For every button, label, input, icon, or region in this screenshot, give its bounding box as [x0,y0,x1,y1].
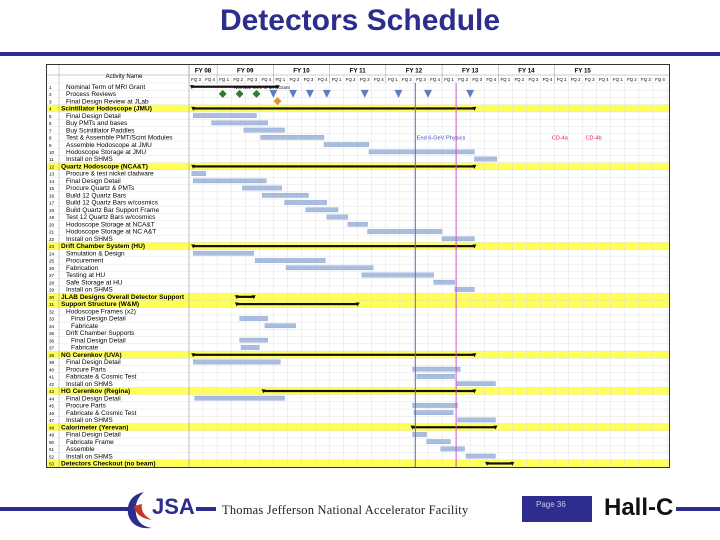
activity-name: Process Reviews [66,91,116,99]
page-title: Detectors Schedule [219,4,501,37]
task-bar [193,179,266,183]
row-id: 47 [49,418,55,424]
footer-rule-right [676,507,720,511]
activity-name: Final Design Detail [66,112,121,120]
quarter-label: FQ 3 [584,77,595,82]
summary-bar [193,107,474,109]
row-id: 39 [49,360,55,366]
activity-name: Scintillator Hodoscope (JMU) [61,105,152,113]
row-id: 17 [49,200,55,206]
quarter-label: FQ 1 [556,77,567,82]
activity-name: Procure Parts [66,402,106,410]
quarter-label: FQ 2 [345,77,356,82]
task-bar [413,432,427,436]
task-bar [286,266,373,270]
activity-name: Hodoscope Storage at JMU [66,149,147,157]
quarter-label: FQ 1 [275,77,286,82]
activity-name: Drift Chamber System (HU) [61,243,145,251]
activity-name: Calorimeter (Yerevan) [61,424,129,432]
activity-name: NG Cerenkov (UVA) [61,351,122,359]
row-id: 30 [49,294,55,300]
task-bar [455,287,475,291]
quarter-label: FQ 2 [289,77,300,82]
quarter-label: FQ 1 [219,77,230,82]
task-bar [265,324,296,328]
row-id: 12 [49,164,55,170]
quarter-label: FQ 2 [233,77,244,82]
activity-name: Test & Assemble PMT/Scint Modules [66,134,173,142]
activity-name: HG Cerenkov (Regina) [61,388,131,396]
activity-name: Safe Storage at HU [66,279,123,287]
activity-name: Final Design Detail [66,359,121,367]
row-id: 31 [49,302,55,308]
activity-name: Procure Quartz & PMTs [66,185,135,193]
task-bar [327,215,348,219]
row-id: 14 [49,178,55,184]
activity-name: Install on SHMS [66,453,113,461]
task-bar [193,113,256,117]
activity-name: Procure Parts [66,366,106,374]
quarter-label: FQ 1 [500,77,511,82]
row-id: 40 [49,367,55,373]
task-bar [262,193,308,197]
activity-name: Testing at HU [66,272,106,280]
row-id: 15 [49,186,55,192]
task-bar [456,382,495,386]
row-id: 37 [49,345,55,351]
row-id: 36 [49,338,55,344]
quarter-label: FQ 3 [641,77,651,82]
task-bar [193,360,280,364]
quarter-label: FQ 4 [655,77,665,82]
row-id: 45 [49,403,55,409]
summary-bar [413,426,496,428]
task-bar [369,150,474,154]
activity-name: JLAB Designs Overall Detector Support [61,293,185,301]
row-id: 50 [49,439,55,445]
activity-name: Detectors Checkout (no beam) [61,460,156,467]
activity-name: Nominal Term of MRI Grant [66,83,146,91]
task-bar [240,316,268,320]
activity-name: Fabricate [71,344,99,352]
quarter-label: FQ 4 [317,77,328,82]
activity-name: Fabricate & Cosmic Test [66,409,137,417]
quarter-label: FQ 4 [430,77,440,82]
task-bar [255,258,325,262]
row-id: 33 [49,316,55,322]
row-id: 10 [49,150,55,156]
row-id: 9 [49,142,52,148]
milestone-diamond [219,90,227,98]
activity-name: Final Design Review at JLab [66,98,149,106]
quarter-label: FQ 3 [247,77,258,82]
task-bar [413,367,461,371]
row-id: 23 [49,244,55,250]
activity-name: Build Quartz Bar Support Frame [66,206,160,214]
activity-name: Buy Scintillator Paddles [66,127,135,135]
row-id: 3 [49,99,52,105]
gantt-svg [47,65,669,467]
task-bar [244,128,285,132]
activity-name: Fabrication [66,264,99,272]
row-id: 7 [49,128,52,134]
milestone-triangle [466,90,474,98]
row-highlight [47,424,669,431]
row-id: 34 [49,323,55,329]
row-id: 2 [49,92,52,98]
quarter-label: FQ 3 [416,77,426,82]
activity-name: Procurement [66,257,104,265]
activity-name: Final Design Detail [66,177,121,185]
quarter-label: FQ 2 [570,77,581,82]
activity-name: Final Design Detail [66,431,121,439]
chart-annotation: CD-4a [551,135,568,142]
activity-name: Hodoscope Storage at NC A&T [66,228,157,236]
fiscal-year-label: FY 10 [293,67,310,75]
task-bar [441,447,465,451]
task-bar [193,251,253,255]
row-id: 13 [49,171,55,177]
task-bar [414,410,453,414]
summary-bar [237,303,358,305]
fiscal-year-label: FY 15 [574,67,591,75]
row-id: 5 [49,113,52,119]
quarter-label: FQ 4 [261,77,272,82]
quarter-label: FQ 4 [542,77,553,82]
task-bar [306,208,338,212]
task-bar [348,222,368,226]
row-id: 25 [49,258,55,264]
activity-name: Install on SHMS [66,417,113,425]
milestone-triangle [269,90,277,98]
task-bar [474,157,496,161]
activity-name: Test 12 Quartz Bars w/cosmics [66,214,156,222]
quarter-label: FQ 2 [458,77,469,82]
milestone-triangle [306,90,314,98]
fiscal-year-label: FY 11 [349,67,366,75]
jsa-logo [122,484,204,532]
activity-name: Simulation & Design [66,250,125,258]
summary-bar [237,296,254,298]
activity-name: Fabricate Frame [66,438,114,446]
task-bar [427,439,451,443]
quarter-label: FQ 3 [528,77,539,82]
row-id: 53 [49,461,55,467]
activity-name: Install on SHMS [66,156,113,164]
activity-name: Build 12 Quartz Bars w/cosmics [66,199,158,207]
task-bar [413,403,458,407]
row-id: 19 [49,215,55,221]
quarter-label: FQ 3 [303,77,314,82]
milestone-diamond [236,90,244,98]
logo-text: JSA [152,494,195,519]
row-id: 29 [49,287,55,293]
row-id: 32 [49,309,55,315]
activity-name: Fabricate [71,322,99,330]
activity-name: Quartz Hodoscope (NCA&T) [61,163,148,171]
milestone-triangle [424,90,432,98]
row-id: 46 [49,410,55,416]
row-id: 41 [49,374,55,380]
task-bar [466,454,496,458]
task-bar [324,142,369,146]
fiscal-year-label: FY 09 [237,67,254,75]
quarter-label: FQ 1 [444,77,454,82]
chart-annotation: Nominal Term of MRI Grant [233,84,290,90]
chart-annotation: End 6-GeV Physics [416,135,466,142]
summary-bar [264,390,475,392]
quarter-label: FQ 4 [205,77,215,82]
chart-annotation: CD-4b [585,135,602,142]
fiscal-year-label: FY 12 [405,67,423,75]
row-id: 6 [49,121,52,127]
gantt-chart [46,64,670,468]
summary-bar [193,245,474,247]
activity-name: Assemble [66,446,95,454]
row-id: 21 [49,229,55,235]
milestone-diamond [274,97,282,105]
task-bar [261,135,324,139]
row-id: 38 [49,352,55,358]
milestone-triangle [394,90,402,98]
row-id: 43 [49,389,55,395]
quarter-label: FQ 3 [191,77,201,82]
column-header: Activity Name [105,74,143,80]
task-bar [368,229,443,233]
quarter-label: FQ 1 [331,77,342,82]
quarter-label: FQ 3 [359,77,370,82]
quarter-label: FQ 2 [626,77,637,82]
row-id: 1 [49,84,52,90]
activity-name: Support Structure (W&M) [61,301,140,309]
row-id: 4 [49,106,52,112]
activity-name: Buy PMTs and bases [66,120,128,128]
row-id: 22 [49,236,55,242]
row-id: 44 [49,396,55,402]
activity-name: Hodoscope Frames (x2) [66,308,136,316]
row-id: 16 [49,193,55,199]
row-id: 35 [49,331,55,337]
task-bar [240,338,268,342]
row-id: 51 [49,447,55,453]
quarter-label: FQ 1 [612,77,623,82]
row-id: 27 [49,273,55,279]
summary-bar [193,354,474,356]
fiscal-year-label: FY 08 [194,67,212,75]
activity-name: Final Design Detail [66,395,121,403]
row-id: 49 [49,432,55,438]
row-id: 11 [49,157,54,163]
row-id: 18 [49,207,55,213]
row-id: 26 [49,265,55,271]
row-id: 24 [49,251,55,257]
activity-name: Final Design Detail [71,337,126,345]
task-bar [285,200,327,204]
row-id: 8 [49,135,52,141]
task-bar [417,374,455,378]
fiscal-year-label: FY 13 [461,67,479,75]
task-bar [195,396,285,400]
title-underline [0,52,720,56]
quarter-label: FQ 1 [387,77,398,82]
activity-name: Install on SHMS [66,235,113,243]
milestone-triangle [289,90,297,98]
activity-name: Final Design Detail [71,315,126,323]
quarter-label: FQ 4 [598,77,609,82]
row-id: 28 [49,280,55,286]
footer-rule-left [0,507,130,511]
task-bar [241,345,259,349]
page-number: Page 36 [536,500,566,509]
activity-name: Fabricate & Cosmic Test [66,373,137,381]
task-bar [442,237,474,241]
row-id: 48 [49,425,55,431]
row-id: 20 [49,222,55,228]
activity-name: Hodoscope Storage at NCA&T [66,221,155,229]
activity-name: Assemble Hodoscope at JMU [66,141,152,149]
summary-bar [487,462,512,464]
quarter-label: FQ 2 [514,77,525,82]
activity-name: Drift Chamber Supports [66,330,135,338]
row-id: 52 [49,454,55,460]
row-id: 42 [49,381,55,387]
quarter-label: FQ 2 [402,77,412,82]
activity-name: Procure & test nickel cladware [66,170,154,178]
task-bar [211,121,267,125]
task-bar [242,186,281,190]
activity-name: Install on SHMS [66,286,113,294]
task-bar [192,171,206,175]
milestone-triangle [361,90,369,98]
summary-bar [193,165,474,167]
hall-label: Hall-C [604,494,674,521]
quarter-label: FQ 3 [472,77,483,82]
quarter-label: FQ 4 [486,77,497,82]
activity-name: Install on SHMS [66,380,113,388]
task-bar [458,418,496,422]
activity-name: Build 12 Quartz Bars [66,192,127,200]
task-bar [434,280,455,284]
quarter-label: FQ 4 [373,77,384,82]
fiscal-year-label: FY 14 [518,67,535,75]
task-bar [362,273,434,277]
footer-lab-name: Thomas Jefferson National Accelerator Facility [222,503,469,517]
